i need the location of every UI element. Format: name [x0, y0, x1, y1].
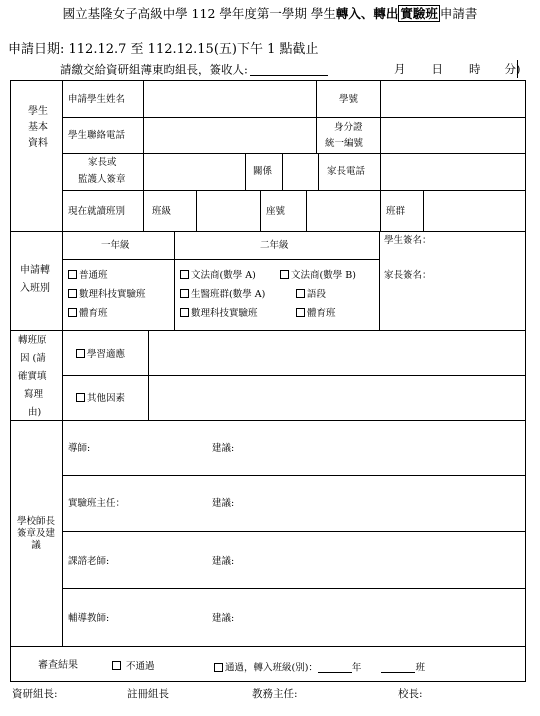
parent-label-2: 監護人簽章	[78, 174, 126, 185]
parent-label-1: 家長或	[88, 157, 117, 168]
counselor-label: 課諮老師:	[68, 556, 110, 567]
option-g2-segment[interactable]: 語段	[296, 289, 326, 300]
apply-label-2: 入班別	[20, 283, 50, 294]
parent-phone-field[interactable]	[381, 154, 523, 189]
month-label: 月	[394, 62, 406, 76]
relation-field[interactable]	[283, 154, 317, 189]
class-blank[interactable]	[381, 661, 415, 673]
footer-registration-head: 註冊組長	[127, 688, 169, 700]
divider	[10, 646, 525, 647]
id-label-2: 統一編號	[325, 138, 364, 149]
apply-label-1: 申請轉	[20, 265, 50, 276]
title-suffix: 申請書	[439, 6, 478, 21]
hour-label: 時	[469, 62, 481, 76]
group-field[interactable]	[424, 191, 523, 230]
review-label: 審查結果	[38, 660, 78, 671]
footer-research-head: 資研組長:	[12, 688, 58, 700]
seat-field[interactable]	[307, 191, 379, 230]
student-no-field[interactable]	[381, 81, 523, 116]
advice-label: 建議:	[212, 556, 235, 567]
section-teachers-label: 學校師長簽章及建議	[16, 516, 55, 551]
divider	[10, 231, 525, 232]
deliver-instruction	[60, 64, 330, 76]
parent-sign-label: 家長簽名：	[384, 270, 432, 281]
parent-signature-field[interactable]	[144, 154, 244, 189]
minute-label: 分)	[504, 62, 521, 76]
reason-adapt-text[interactable]	[149, 331, 523, 374]
review-pass[interactable]: 通過，轉入班級(別)： 年 班	[214, 661, 425, 673]
reason-other[interactable]: 其他因素	[76, 393, 125, 404]
title-bold: 轉入、轉出	[335, 6, 399, 21]
deliver-label: 請繳交給資研組薄東昀組長，簽收人:	[60, 62, 248, 77]
option-g2-liberal-a[interactable]: 文法商(數學 A)	[180, 270, 256, 281]
option-sports[interactable]: 體育班	[68, 308, 108, 319]
option-g2-sports[interactable]: 體育班	[296, 308, 336, 319]
day-label: 日	[431, 62, 443, 76]
checkbox[interactable]	[180, 308, 189, 317]
document-title	[0, 8, 540, 21]
signer-blank[interactable]	[250, 64, 328, 76]
checkbox[interactable]	[214, 663, 223, 672]
program-director-label: 實驗班主任：	[68, 498, 126, 509]
reason-other-text[interactable]	[149, 376, 523, 419]
checkbox[interactable]	[68, 308, 77, 317]
title-boxed-word: 實驗班	[400, 6, 438, 21]
class-label: 班級	[152, 206, 172, 217]
checkbox[interactable]	[296, 289, 305, 298]
student-phone-field[interactable]	[144, 118, 315, 152]
checkbox[interactable]	[76, 349, 85, 358]
reason-adapt[interactable]: 學習適應	[76, 349, 125, 360]
group-label: 班群	[386, 206, 406, 217]
checkbox[interactable]	[280, 270, 289, 279]
student-name-field[interactable]	[144, 81, 315, 116]
header-bracket	[517, 60, 518, 78]
checkbox[interactable]	[296, 308, 305, 317]
id-number-field[interactable]	[381, 118, 523, 152]
checkbox[interactable]	[180, 289, 189, 298]
receipt-time	[394, 64, 521, 76]
option-g2-biomed[interactable]: 生醫班群(數學 A)	[180, 289, 265, 300]
checkbox[interactable]	[180, 270, 189, 279]
current-class-label: 現在就讀班別	[68, 206, 126, 217]
class-field[interactable]	[197, 191, 259, 230]
option-regular[interactable]: 普通班	[68, 270, 108, 281]
checkbox[interactable]	[112, 661, 121, 670]
relation-label: 關係	[253, 166, 273, 177]
reason-label-4: 寫理	[24, 389, 44, 400]
option-g2-science[interactable]: 數理科技實驗班	[180, 308, 258, 319]
checkbox[interactable]	[68, 270, 77, 279]
section-basic-label: 學生基本資料	[28, 106, 48, 149]
review-fail[interactable]: 不通過	[112, 661, 155, 672]
divider	[10, 420, 525, 421]
option-g2-liberal-b[interactable]: 文法商(數學 B)	[280, 270, 356, 281]
grade1-header: 一年級	[101, 240, 130, 251]
checkbox[interactable]	[76, 393, 85, 402]
student-sign-label: 學生簽名：	[384, 235, 432, 246]
footer-principal: 校長:	[398, 688, 423, 700]
grade2-header: 二年級	[260, 240, 289, 251]
parent-phone-label: 家長電話	[327, 166, 366, 177]
option-science[interactable]: 數理科技實驗班	[68, 289, 146, 300]
reason-label-1: 轉班原	[18, 335, 47, 346]
seat-label: 座號	[266, 206, 286, 217]
checkbox[interactable]	[68, 289, 77, 298]
reason-label-2: 因 (請	[20, 353, 46, 364]
application-date: 申請日期: 112.12.7 至 112.12.15(五)下午 1 點截止	[8, 42, 319, 57]
reason-label-5: 由)	[28, 407, 42, 418]
homeroom-teacher-label: 導師:	[68, 443, 91, 454]
advice-label: 建議:	[212, 498, 235, 509]
id-label-1: 身分證	[334, 122, 363, 133]
advice-label: 建議:	[212, 443, 235, 454]
label-column-line	[62, 80, 63, 646]
advice-label: 建議:	[212, 613, 235, 624]
footer-academic-director: 教務主任:	[252, 688, 298, 700]
title-text: 國立基隆女子高級中學 112 學年度第一學期 學生	[62, 6, 336, 21]
reason-label-3: 確實填	[18, 371, 47, 382]
student-no-label: 學號	[339, 94, 359, 105]
name-label: 申請學生姓名	[68, 94, 126, 105]
guidance-teacher-label: 輔導教師:	[68, 613, 110, 624]
year-blank[interactable]	[318, 661, 352, 673]
phone-label: 學生聯絡電話	[68, 130, 126, 141]
